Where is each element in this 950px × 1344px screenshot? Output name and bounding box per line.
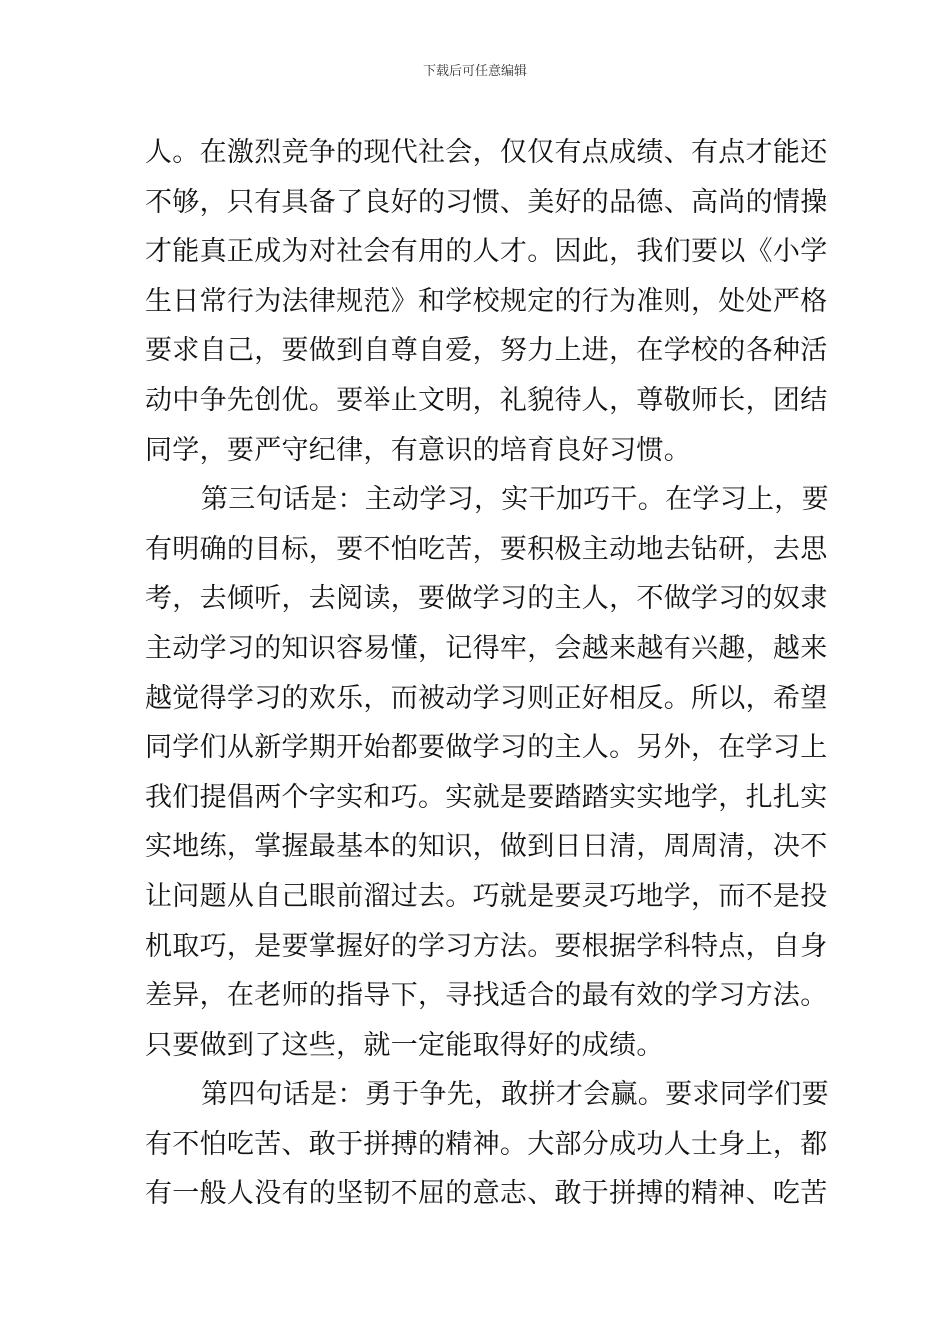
text-line: 要求自己，要做到自尊自爱，努力上进，在学校的各种活 xyxy=(145,335,828,367)
text-line: 生日常行为法律规范》和学校规定的行为准则，处处严格 xyxy=(145,285,828,317)
text-line: 差异，在老师的指导下，寻找适合的最有效的学习方法。 xyxy=(145,980,828,1012)
paragraph-start-line: 第四句话是：勇于争先，敢拼才会赢。要求同学们要 xyxy=(201,1079,829,1111)
text-line: 实地练，掌握最基本的知识，做到日日清，周周清，决不 xyxy=(145,831,828,863)
text-line: 同学们从新学期开始都要做学习的主人。另外，在学习上 xyxy=(145,732,828,764)
page-header: 下载后可任意编辑 xyxy=(422,64,527,79)
text-line: 让问题从自己眼前溜过去。巧就是要灵巧地学，而不是投 xyxy=(145,880,828,912)
text-line: 越觉得学习的欢乐，而被动学习则正好相反。所以，希望 xyxy=(145,682,828,714)
text-line: 主动学习的知识容易懂，记得牢，会越来越有兴趣，越来 xyxy=(145,632,828,664)
text-line: 机取巧，是要掌握好的学习方法。要根据学科特点，自身 xyxy=(145,930,828,962)
body-text xyxy=(145,128,829,1219)
text-line: 有明确的目标，要不怕吃苦，要积极主动地去钻研，去思 xyxy=(145,533,828,565)
paragraph-start-line: 第三句话是：主动学习，实干加巧干。在学习上，要 xyxy=(201,484,829,516)
text-line: 不够，只有具备了良好的习惯、美好的品德、高尚的情操 xyxy=(145,186,828,218)
text-line: 有一般人没有的坚韧不屈的意志、敢于拼搏的精神、吃苦 xyxy=(145,1178,828,1210)
text-line: 才能真正成为对社会有用的人才。因此，我们要以《小学 xyxy=(145,236,828,268)
text-line: 人。在激烈竞争的现代社会，仅仅有点成绩、有点才能还 xyxy=(145,137,828,168)
text-line: 考，去倾听，去阅读，要做学习的主人，不做学习的奴隶 xyxy=(145,583,828,615)
text-line: 我们提倡两个字实和巧。实就是要踏踏实实地学，扎扎实 xyxy=(145,781,828,813)
text-line: 同学，要严守纪律，有意识的培育良好习惯。 xyxy=(145,434,691,466)
text-line: 只要做到了这些，就一定能取得好的成绩。 xyxy=(145,1029,664,1061)
text-line: 动中争先创优。要举止文明，礼貌待人，尊敬师长，团结 xyxy=(145,384,828,416)
text-line: 有不怕吃苦、敢于拼搏的精神。大部分成功人士身上，都 xyxy=(145,1128,828,1160)
